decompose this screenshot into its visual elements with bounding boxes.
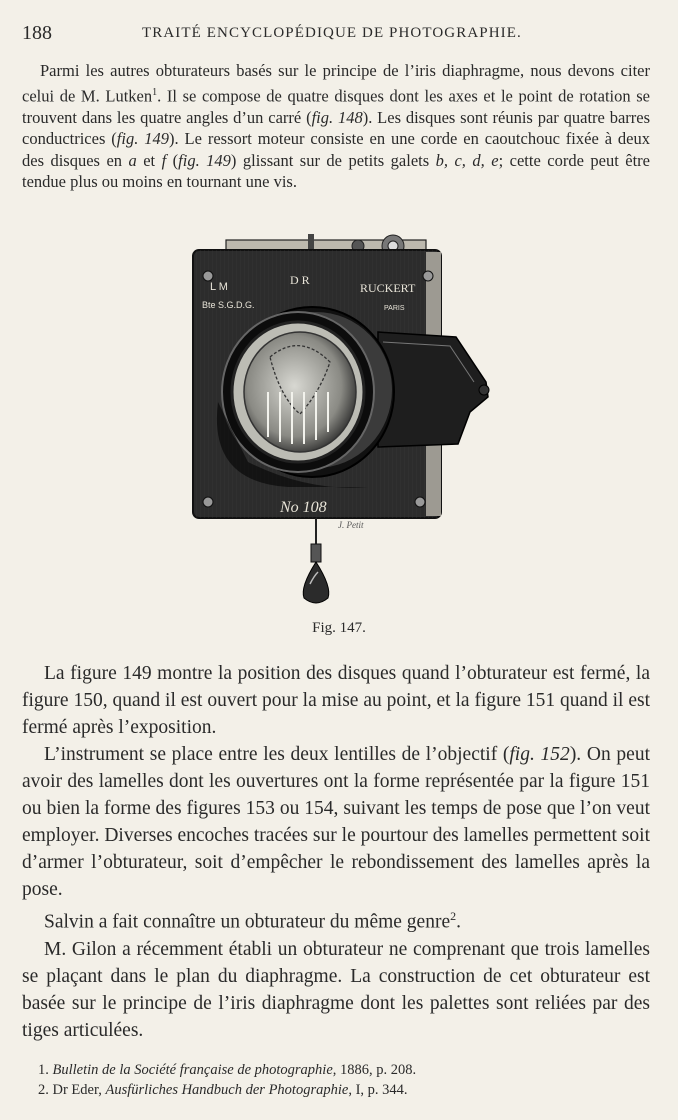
paragraph-1: La figure 149 montre la position des disques quand l’obturateur est fermé, la figure 150, quand il est ouvert pour la mise au point, et la figure 151 quand il est fermé après l’exposition.: [22, 663, 650, 738]
footnote-number: 1.: [38, 1062, 49, 1078]
shutter-engraving-figure: [188, 232, 493, 612]
footnote-1: [38, 1060, 648, 1080]
paragraph-4: M. Gilon a récemment établi un obturateur ne comprenant que trois lamelles se plaçant dans le plan du diaphragme. La construction de cet obturateur est basée sur le principe de l’iris diaphragme dont les palettes sont reliées par des tiges articulées.: [22, 938, 650, 1041]
intro-text: . Il se compose de quatre disques dont les axes et le point de rotation se trouvent dans les quatre angles d’un carré (: [22, 86, 650, 127]
footnote-title: Bulletin de la Société française de photographie: [52, 1062, 333, 1078]
footnote-text: , 1886, p. 208.: [332, 1062, 417, 1078]
intro-text: ) glissant sur de petits galets: [230, 150, 436, 170]
paragraph-3: [22, 903, 650, 936]
figure-ref: fig. 148: [311, 107, 363, 127]
footnotes: [38, 1060, 648, 1100]
intro-text: et: [136, 150, 162, 170]
intro-text: ). Le ressort moteur consiste en une corde en caoutchouc fixée à deux des disques en: [22, 129, 651, 170]
intro-text: (: [166, 150, 179, 170]
plate-label-lm: L M: [210, 281, 228, 293]
figure-caption: Fig. 147.: [312, 620, 366, 636]
paragraph-text: .: [456, 911, 461, 933]
engraver-signature: J. Petit: [338, 520, 364, 530]
maker-city: PARIS: [384, 305, 405, 312]
shutter-illustration: [188, 232, 493, 612]
page-number: 188: [22, 22, 52, 44]
figure-ref: fig. 149: [178, 150, 231, 170]
footnote-title: Ausfürliches Handbuch der Photographie: [105, 1082, 349, 1098]
paragraph-text: ). On peut avoir des lamelles dont les ouvertures ont la forme représentée par la figure 151 ou bien la forme des figures 153 ou 154, suivant les temps de pose que l’on veut employer. Diverses encoches tracées sur le pourtour des lamelles permettent soit d’armer l’obturateur, soit d’empêcher le rebondissement des lamelles après la pose.: [22, 744, 650, 900]
paragraph-text: L’instrument se place entre les deux lentilles de l’objectif (: [44, 744, 510, 765]
running-title: TRAITÉ ENCYCLOPÉDIQUE DE PHOTOGRAPHIE.: [142, 25, 522, 41]
variable-f: f: [161, 150, 167, 170]
footnote-ref-2[interactable]: 2: [450, 909, 457, 923]
footnote-author: Dr Eder,: [52, 1082, 106, 1098]
intro-paragraph: [22, 60, 650, 193]
main-text: [22, 660, 650, 1044]
footnote-text: , I, p. 344.: [348, 1082, 408, 1098]
plate-mark: D R: [290, 273, 310, 287]
maker-name: RUCKERT: [360, 281, 416, 295]
variable-a: a: [128, 150, 137, 170]
plate-label-patent: Bte S.G.D.G.: [202, 300, 255, 310]
footnote-ref-1[interactable]: 1: [152, 86, 158, 98]
intro-text: ; cette corde peut être tendue plus ou moins en tournant une vis.: [22, 150, 650, 191]
figure-ref: fig. 149: [116, 129, 170, 148]
intro-text: ). Les disques sont réunis par quatre barres conductrices (: [22, 107, 650, 148]
page-header: [22, 22, 654, 46]
serial-number: No 108: [280, 499, 327, 516]
paragraph-text: Salvin a fait connaître un obturateur du même genre: [44, 911, 451, 933]
footnote-number: 2.: [38, 1082, 49, 1098]
intro-text: Parmi les autres obturateurs basés sur le principe de l’iris diaphragme, nous devons citer celui de M. Lutken: [22, 61, 650, 105]
figure-ref: fig. 152: [509, 744, 570, 765]
paragraph-2: [22, 741, 650, 903]
variables-bcde: b, c, d, e: [435, 150, 499, 170]
footnote-2: [38, 1080, 648, 1100]
